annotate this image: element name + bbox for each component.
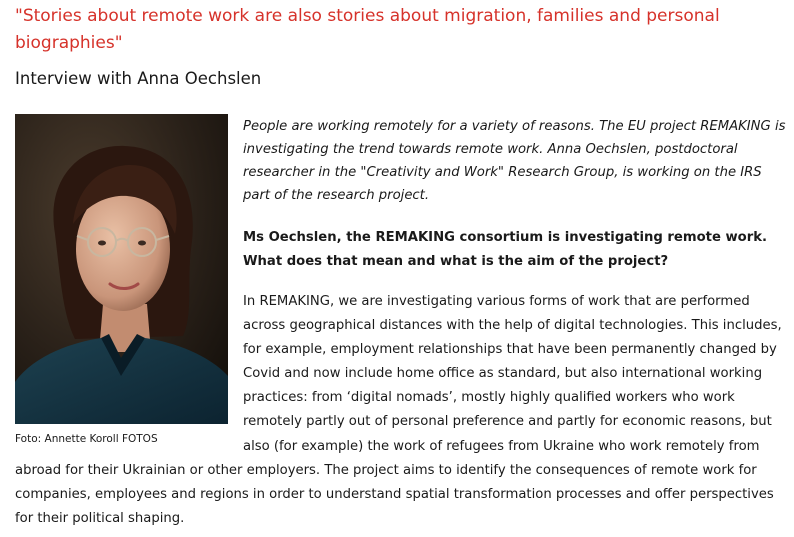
article-body <box>243 115 788 269</box>
interview-question: Ms Oechslen, the REMAKING consortium is investigating remote work. What does that mean and what is the aim of the project? <box>243 230 768 269</box>
article-intro: People are working remotely for a variety of reasons. The EU project REMAKING is investigating the trend towards remote work. Anna Oechslen, postdoctoral researcher in the "Creativity and Work" Research Group, is working on the IRS part of the research project. <box>243 119 786 203</box>
interview-answer: In REMAKING, we are investigating various forms of work that are performed across geographical distances with the help of digital technologies. This includes, for example, employment relationships that have been permanently changed by Covid and now include home office as standard, but also international working practices: from ‘digital nomads’, mostly highly qualified workers who work remotely partly out of personal preference and partly for economic reasons, but also (for example) the work of refugees from Ukraine who work remotely from abroad for their Ukrainian or other employers. The project aims to identify the consequences of remote work for companies, employees and regions in order to understand spatial transformation processes and offer perspectives for their political shaping. <box>15 294 782 526</box>
article-subheadline: Interview with Anna Oechslen <box>15 69 262 88</box>
article-headline: "Stories about remote work are also stories about migration, families and personal biographies" <box>15 6 720 53</box>
photo-caption: Foto: Annette Koroll FOTOS <box>15 433 158 445</box>
